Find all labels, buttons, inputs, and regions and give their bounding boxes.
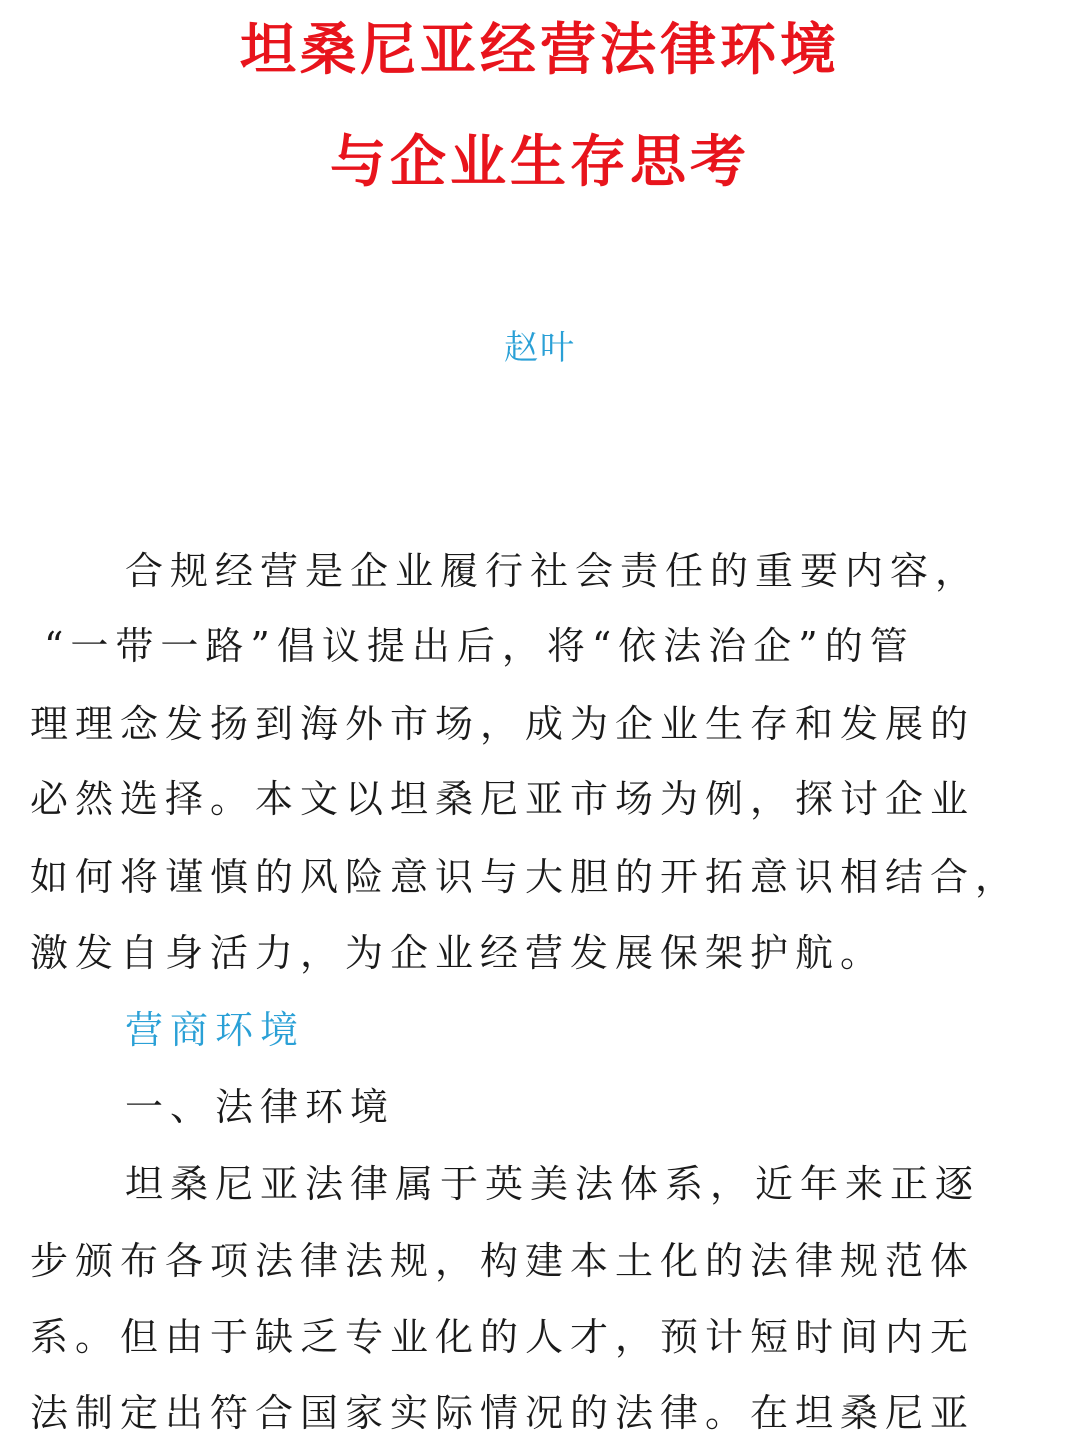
body-line: 法制定出符合国家实际情况的法律。在坦桑尼亚 bbox=[30, 1391, 976, 1435]
body-line: 步颁布各项法律法规，构建本土化的法律规范体 bbox=[30, 1239, 976, 1283]
intro-line: 理理念发扬到海外市场，成为企业生存和发展的 bbox=[30, 702, 976, 746]
intro-line: 合规经营是企业履行社会责任的重要内容， bbox=[125, 549, 981, 593]
article-title-line-2: 与企业生存思考 bbox=[330, 129, 750, 195]
intro-line: “一带一路”倡议提出后，将“依法治企”的管 bbox=[44, 624, 915, 668]
subheading: 一、法律环境 bbox=[125, 1085, 396, 1129]
author-name: 赵叶 bbox=[504, 328, 576, 368]
article-title-line-1: 坦桑尼亚经营法律环境 bbox=[240, 17, 840, 83]
body-line: 坦桑尼亚法律属于英美法体系，近年来正逐 bbox=[125, 1162, 981, 1206]
intro-line: 必然选择。本文以坦桑尼亚市场为例，探讨企业 bbox=[30, 777, 976, 821]
intro-line: 如何将谨慎的风险意识与大胆的开拓意识相结合， bbox=[30, 855, 1021, 899]
section-heading: 营商环境 bbox=[125, 1008, 306, 1052]
intro-line: 激发自身活力，为企业经营发展保架护航。 bbox=[30, 931, 886, 975]
body-line: 系。但由于缺乏专业化的人才，预计短时间内无 bbox=[30, 1315, 976, 1359]
